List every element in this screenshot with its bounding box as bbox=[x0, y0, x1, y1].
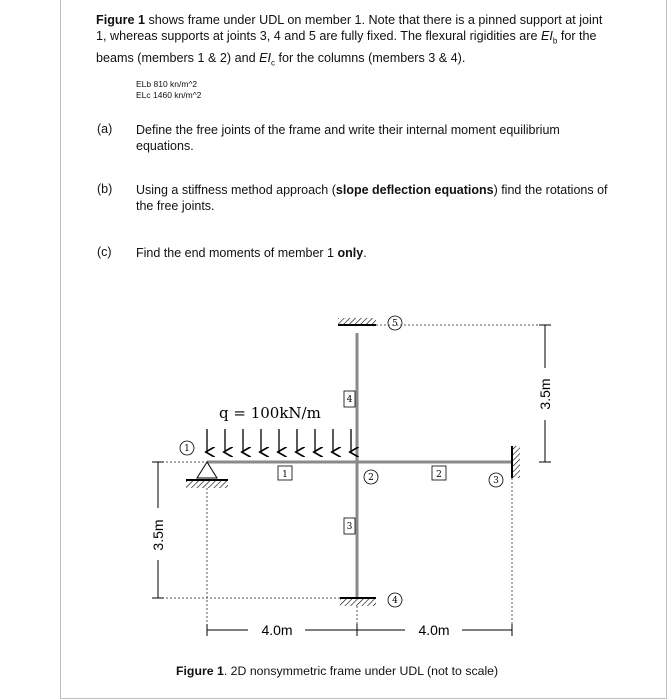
svg-text:1: 1 bbox=[184, 444, 190, 454]
joint-label-5 bbox=[388, 316, 402, 330]
joint-label-1 bbox=[180, 441, 194, 455]
question-b-post: ) find the rotations of the free joints. bbox=[136, 183, 608, 213]
joint-label-4 bbox=[388, 593, 402, 607]
svg-text:3: 3 bbox=[346, 522, 353, 532]
property-elc: ELc 1460 kn/m^2 bbox=[136, 90, 202, 100]
svg-text:5: 5 bbox=[392, 319, 398, 329]
question-b-label: (b) bbox=[97, 182, 113, 196]
svg-text:1: 1 bbox=[282, 470, 288, 480]
question-c-post: . bbox=[363, 246, 367, 260]
member-label-1 bbox=[278, 466, 292, 480]
dim-bottom-line bbox=[207, 624, 512, 636]
svg-text:4: 4 bbox=[346, 395, 353, 405]
intro-text-1: shows frame under UDL on member 1. Note that there is a pinned support at joint 1, whereas supports at joints 3, 4 and 5 are fully fixed. The flexural rigidities are bbox=[96, 13, 603, 43]
dim-right-label: 3.5m bbox=[537, 378, 553, 410]
svg-text:3: 3 bbox=[493, 476, 499, 486]
pin-support-hatch bbox=[186, 481, 228, 488]
dim-bottom-left-label: 4.0m bbox=[261, 622, 293, 638]
member-label-4 bbox=[344, 391, 355, 407]
figure-caption bbox=[176, 664, 498, 678]
dim-left-label: 3.5m bbox=[150, 519, 166, 551]
eic-subscript: c bbox=[271, 58, 275, 68]
dim-bottom-right-label: 4.0m bbox=[418, 622, 450, 638]
udl-arrows bbox=[207, 429, 351, 452]
intro-text-3: for the columns (members 3 & 4). bbox=[275, 50, 466, 65]
eib-subscript: b bbox=[552, 36, 558, 46]
svg-text:2: 2 bbox=[436, 470, 442, 480]
joint-label-3 bbox=[489, 473, 503, 487]
figure-reference: Figure 1 bbox=[96, 13, 145, 27]
question-a-text: Define the free joints of the frame and write their internal moment equilibrium equations. bbox=[136, 123, 560, 153]
fixed-support-5-hatch bbox=[338, 318, 376, 325]
property-elb: ELb 810 kn/m^2 bbox=[136, 79, 198, 89]
caption-text: . 2D nonsymmetric frame under UDL (not to scale) bbox=[223, 664, 499, 678]
fixed-support-4-hatch bbox=[340, 599, 376, 606]
svg-text:4: 4 bbox=[392, 596, 398, 606]
question-c-bold: only bbox=[337, 246, 364, 260]
pin-support-1 bbox=[197, 462, 217, 478]
svg-text:2: 2 bbox=[368, 473, 374, 483]
eic-symbol: EI bbox=[259, 50, 271, 65]
question-c-label: (c) bbox=[97, 245, 112, 259]
intro-text-2: for the beams (members 1 & 2) and bbox=[96, 29, 597, 65]
load-label: q = 100kN/m bbox=[219, 404, 321, 422]
question-b-bold: slope deflection equations bbox=[335, 183, 494, 197]
fixed-support-3-hatch bbox=[513, 446, 520, 478]
member-label-2 bbox=[432, 466, 446, 480]
question-a-label: (a) bbox=[97, 122, 113, 136]
caption-bold: Figure 1 bbox=[176, 664, 224, 678]
question-b-pre: Using a stiffness method approach ( bbox=[136, 183, 336, 197]
joint-label-2 bbox=[364, 470, 378, 484]
eib-symbol: EI bbox=[540, 29, 553, 43]
member-label-3 bbox=[344, 518, 355, 534]
question-c-pre: Find the end moments of member 1 bbox=[136, 246, 338, 260]
